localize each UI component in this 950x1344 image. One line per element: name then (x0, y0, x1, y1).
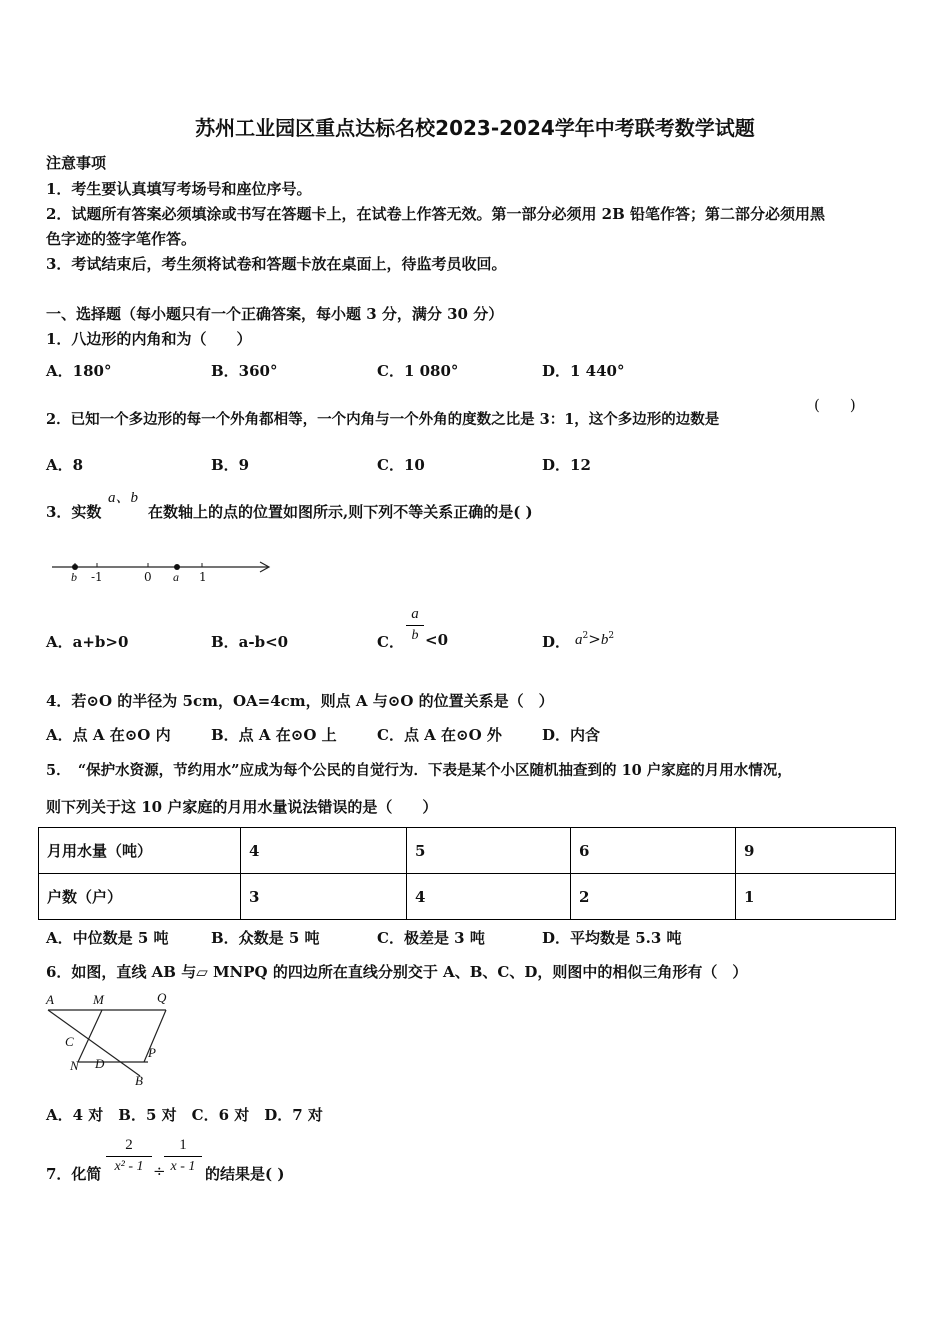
fig-label-d: D (95, 1056, 105, 1071)
q5-option-c: C．极差是 3 吨 (377, 929, 485, 947)
nl-label-a: a (173, 570, 179, 584)
table-cell: 1 (736, 874, 896, 920)
q4-option-b: B．点 A 在⊙O 上 (211, 726, 337, 744)
q3-d-b: b (600, 632, 609, 648)
q3-suffix: 在数轴上的点的位置如图所示,则下列不等关系正确的是( ) (148, 503, 533, 521)
nl-label-minus-1: -1 (91, 570, 103, 584)
water-usage-table (38, 827, 896, 920)
table-cell: 4 (241, 828, 407, 874)
fig-label-m: M (93, 992, 104, 1007)
q3-option-c-prefix: C． (377, 633, 404, 651)
nl-label-1: 1 (199, 570, 207, 584)
fraction-bar (106, 1156, 152, 1157)
q7-f1-numerator: 2 (125, 1137, 133, 1153)
fraction-bar (164, 1156, 202, 1157)
table-cell: 户数（户） (39, 874, 241, 920)
q2-stem: 2．已知一个多边形的每一个外角都相等，一个内角与一个外角的度数之比是 3：1，这个多边形的边数是 (46, 411, 720, 428)
q3-d-a: a (575, 632, 583, 648)
q1-stem: 1．八边形的内角和为（ ） (46, 330, 252, 348)
q5-option-a: A．中位数是 5 吨 (46, 929, 169, 947)
table-row (39, 828, 896, 874)
q5-option-d: D．平均数是 5.3 吨 (542, 929, 682, 947)
table-cell: 3 (241, 874, 407, 920)
q3-option-d-prefix: D． (542, 633, 571, 651)
table-cell: 5 (407, 828, 571, 874)
q4-stem: 4．若⊙O 的半径为 5cm，OA=4cm，则点 A 与⊙O 的位置关系是（ ） (46, 692, 554, 710)
q3-d-sup1: 2 (582, 631, 589, 641)
note-2-cont: 色字迹的签字笔作答。 (46, 230, 197, 248)
q5-stem-1: 5． “保护水资源，节约用水”应成为每个公民的自觉行为．下表是某个小区随机抽查到的 10 户家庭的月用水情况， (46, 762, 792, 779)
table-row (39, 874, 896, 920)
fig-label-a: A (46, 992, 54, 1007)
q7-prefix: 7．化简 (46, 1165, 102, 1183)
fig-label-b: B (135, 1073, 143, 1088)
q3-option-b: B．a-b<0 (211, 633, 289, 651)
q1-option-a: A．180° (46, 362, 112, 380)
fig-label-q: Q (157, 990, 167, 1005)
note-1: 1．考生要认真填写考场号和座位序号。 (46, 180, 312, 198)
q3-c-denominator: b (411, 628, 419, 643)
q4-option-a: A．点 A 在⊙O 内 (46, 726, 171, 744)
q7-fraction-2 (164, 1137, 202, 1175)
q7-fraction-1 (106, 1137, 152, 1175)
q6-stem: 6．如图，直线 AB 与▱ MNPQ 的四边所在直线分别交于 A、B、C、D，则图中的相似三角形有（ ） (46, 963, 748, 981)
q1-option-c: C．1 080° (377, 362, 459, 380)
notes-heading: 注意事项 (46, 154, 107, 172)
q3-option-d-expression (575, 630, 614, 649)
table-cell: 4 (407, 874, 571, 920)
q7-f2-denominator: x - 1 (170, 1159, 196, 1174)
line-mn (78, 1010, 102, 1062)
fig-label-c: C (65, 1034, 74, 1049)
q3-d-sup2: 2 (608, 631, 615, 641)
nl-label-0: 0 (144, 570, 152, 584)
table-cell: 6 (571, 828, 736, 874)
q1-option-b: B．360° (211, 362, 278, 380)
note-2: 2．试题所有答案必须填涂或书写在答题卡上，在试卷上作答无效。第一部分必须用 2B 铅笔作答；第二部分必须用黑 (46, 205, 826, 223)
q2-option-b: B．9 (211, 456, 250, 474)
q7-f1-denominator: x² - 1 (114, 1159, 144, 1174)
q5-option-b: B．众数是 5 吨 (211, 929, 320, 947)
q3-prefix: 3．实数 (46, 503, 102, 521)
nl-label-b: b (71, 570, 77, 584)
q3-c-numerator: a (411, 606, 419, 622)
fig-label-p: P (148, 1045, 156, 1060)
note-3: 3．考试结束后，考生须将试卷和答题卡放在桌面上，待监考员收回。 (46, 255, 507, 273)
q2-option-c: C．10 (377, 456, 425, 474)
section-heading: 一、选择题（每小题只有一个正确答案，每小题 3 分，满分 30 分） (46, 305, 504, 323)
q4-option-d: D．内含 (542, 726, 601, 744)
q2-paren: ( ) (814, 396, 856, 414)
number-line-figure (50, 556, 276, 586)
q3-option-c-fraction (406, 606, 424, 644)
table-cell: 月用水量（吨） (39, 828, 241, 874)
fig-label-n: N (70, 1058, 79, 1073)
q3-d-gt: > (588, 630, 601, 648)
line-ab (48, 1010, 140, 1076)
q6-options: A．4 对 B．5 对 C．6 对 D．7 对 (46, 1106, 323, 1124)
page-title: 苏州工业园区重点达标名校2023-2024学年中考联考数学试题 (195, 116, 755, 140)
q7-f2-numerator: 1 (179, 1137, 187, 1153)
q7-suffix: 的结果是( ) (205, 1165, 285, 1183)
q3-option-c-suffix: <0 (425, 631, 449, 649)
parallelogram-figure (42, 990, 174, 1090)
q7-divide-sign: ÷ (153, 1162, 166, 1180)
q5-stem-2: 则下列关于这 10 户家庭的月用水量说法错误的是（ ） (46, 798, 438, 816)
q3-option-a: A．a+b>0 (46, 633, 129, 651)
table-cell: 2 (571, 874, 736, 920)
q4-option-c: C．点 A 在⊙O 外 (377, 726, 502, 744)
q2-option-d: D．12 (542, 456, 591, 474)
fraction-bar (406, 625, 424, 626)
q2-option-a: A．8 (46, 456, 84, 474)
table-cell: 9 (736, 828, 896, 874)
q1-option-d: D．1 440° (542, 362, 625, 380)
q3-vars: a、b (108, 490, 139, 506)
